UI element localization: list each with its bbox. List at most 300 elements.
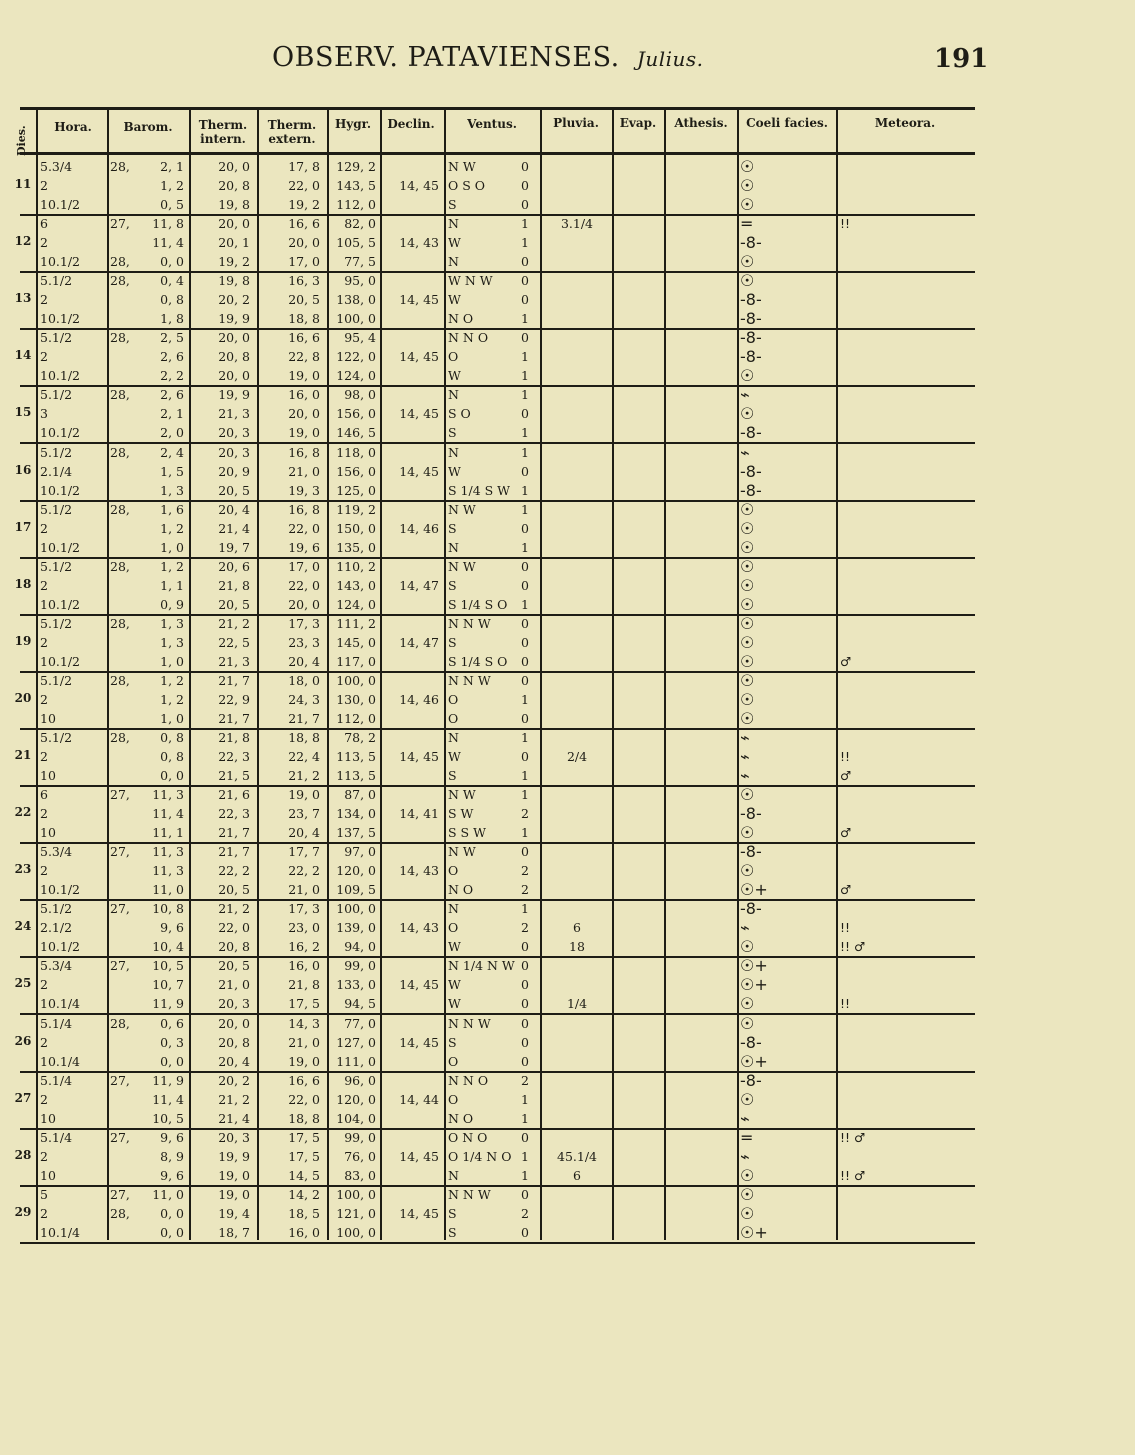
hora-cell-value: 5.1/2 — [40, 273, 73, 288]
meteora-cell-value — [840, 1090, 910, 1109]
header-dies: Dies. — [15, 125, 28, 157]
hygr-cell-value: 99, 0 — [344, 1130, 376, 1145]
meteora-cell-value — [840, 671, 910, 690]
pluvia-cell-value — [544, 766, 610, 785]
meteora-cell-value — [840, 423, 910, 442]
therm-intern-cell-value: 21, 8 — [218, 578, 250, 593]
barom-lines-cell-value: 8, 9 — [160, 1149, 184, 1164]
therm-extern-cell — [260, 500, 320, 557]
day-row — [0, 1071, 975, 1128]
pluvia-cell-value — [544, 233, 610, 252]
hygr-cell — [330, 500, 376, 557]
day-row — [0, 443, 975, 500]
meteora-cell-value — [840, 462, 910, 481]
wind-force-cell-value: 1 — [521, 1149, 529, 1164]
coeli-cell — [740, 1071, 780, 1128]
day-row — [0, 385, 975, 442]
ventus-cell-value: N — [448, 254, 459, 269]
coeli-cell-value: ☉ — [740, 1204, 755, 1223]
meteora-cell — [840, 271, 910, 328]
wind-force-cell-value: 1 — [521, 540, 529, 555]
barom-lines-cell-value: 1, 2 — [160, 673, 184, 688]
meteora-cell-value: !! — [840, 216, 851, 231]
barom-lines-cell-value: 11, 4 — [152, 806, 184, 821]
barom-lines-cell — [138, 328, 184, 385]
hygr-cell-value: 111, 2 — [336, 616, 376, 631]
therm-intern-cell-value: 21, 3 — [218, 406, 250, 421]
barom-lines-cell-value: 11, 3 — [152, 787, 184, 802]
hora-cell-value: 10.1/2 — [40, 882, 80, 897]
therm-extern-cell — [260, 785, 320, 842]
wind-force-cell-value: 1 — [521, 311, 529, 326]
hora-cell-value: 5.1/4 — [40, 1073, 73, 1088]
header-therm-intern — [190, 118, 256, 146]
hora-cell-value: 10.1/2 — [40, 483, 80, 498]
wind-force-cell-value: 2 — [521, 806, 529, 821]
wind-force-cell-value: 0 — [521, 159, 529, 174]
meteora-cell-value — [840, 309, 910, 328]
pluvia-cell-value: 1/4 — [566, 996, 588, 1011]
therm-extern-cell — [260, 842, 320, 899]
barom-lines-cell — [138, 500, 184, 557]
pluvia-cell-value: 6 — [573, 920, 581, 935]
therm-intern-cell-value: 19, 0 — [218, 1187, 250, 1202]
therm-extern-cell-value: 17, 7 — [288, 844, 320, 859]
meteora-cell-value — [840, 328, 910, 347]
meteora-cell-value: !! — [840, 749, 851, 764]
pluvia-cell-value — [544, 576, 610, 595]
hygr-cell-value: 109, 5 — [336, 882, 376, 897]
therm-intern-cell-value: 21, 2 — [218, 1092, 250, 1107]
pluvia-cell-value — [544, 347, 610, 366]
meteora-cell-value: !! — [840, 996, 851, 1011]
barom-lines-cell-value: 0, 6 — [160, 1016, 184, 1031]
therm-extern-cell-value: 16, 0 — [288, 1225, 320, 1240]
coeli-cell-value: ☉+ — [740, 956, 768, 975]
pluvia-cell — [544, 443, 610, 500]
coeli-cell-value: ⌁ — [740, 1147, 750, 1166]
hygr-cell-value: 105, 5 — [336, 235, 376, 250]
pluvia-cell-value — [544, 1109, 610, 1128]
coeli-cell-value: ☉ — [740, 937, 755, 956]
ventus-cell-value: N — [448, 445, 459, 460]
barom-lines-cell — [138, 271, 184, 328]
hora-cell — [40, 1014, 106, 1071]
day-row — [0, 271, 975, 328]
hygr-cell-value: 77, 0 — [344, 1016, 376, 1031]
wind-force-cell-value: 0 — [521, 711, 529, 726]
pluvia-cell — [544, 956, 610, 1013]
page-number: 191 — [934, 44, 989, 74]
coeli-cell — [740, 728, 780, 785]
barom-lines-cell-value: 2, 2 — [160, 368, 184, 383]
ventus-cell — [448, 785, 526, 842]
coeli-cell — [740, 1014, 780, 1071]
header-rule — [20, 152, 975, 155]
ventus-cell-value: O — [448, 1092, 459, 1107]
hora-cell — [40, 1128, 106, 1185]
title-text: OBSERV. PATAVIENSES. — [272, 42, 620, 73]
pluvia-cell — [544, 328, 610, 385]
pluvia-cell — [544, 671, 610, 728]
day-row — [0, 500, 975, 557]
wind-force-cell-value: 1 — [521, 597, 529, 612]
therm-intern-cell — [192, 671, 250, 728]
barom-lines-cell-value: 2, 6 — [160, 349, 184, 364]
ventus-cell — [448, 1014, 526, 1071]
ventus-cell-value: N O — [448, 882, 474, 897]
barom-lines-cell-value: 11, 4 — [152, 1092, 184, 1107]
hygr-cell-value: 119, 2 — [336, 502, 376, 517]
therm-extern-cell-value: 16, 3 — [288, 273, 320, 288]
wind-force-cell-value: 0 — [521, 635, 529, 650]
hygr-cell-value: 83, 0 — [344, 1168, 376, 1183]
therm-extern-cell-value: 17, 8 — [288, 159, 320, 174]
day-row — [0, 671, 975, 728]
pluvia-cell-value — [544, 880, 610, 899]
hygr-cell-value: 124, 0 — [336, 368, 376, 383]
barom-inches-cell-value: 28, — [110, 387, 130, 402]
wind-force-cell-value: 1 — [521, 768, 529, 783]
meteora-cell-value — [840, 728, 910, 747]
coeli-cell-value: ☉ — [740, 1090, 755, 1109]
header-meteora: Meteora. — [874, 116, 936, 130]
hora-cell-value: 5.1/2 — [40, 616, 73, 631]
hygr-cell-value: 137, 5 — [336, 825, 376, 840]
meteora-cell-value — [840, 443, 910, 462]
hygr-cell — [330, 328, 376, 385]
pluvia-cell-value — [544, 1014, 610, 1033]
coeli-cell-value: ☉ — [740, 271, 755, 290]
wind-force-cell-value: 0 — [521, 178, 529, 193]
therm-extern-cell-value: 23, 0 — [288, 920, 320, 935]
therm-intern-cell-value: 21, 0 — [218, 977, 250, 992]
coeli-cell-value: ☉ — [740, 500, 755, 519]
ventus-cell — [448, 1185, 526, 1242]
wind-force-cell-value: 1 — [521, 425, 529, 440]
pluvia-cell-value — [544, 500, 610, 519]
meteora-cell-value: ♂ — [840, 882, 852, 897]
therm-intern-cell — [192, 557, 250, 614]
hora-cell-value: 10.1/2 — [40, 254, 80, 269]
coeli-cell-value: ☉+ — [740, 1052, 768, 1071]
therm-intern-cell-value: 20, 4 — [218, 502, 250, 517]
barom-lines-cell — [138, 728, 184, 785]
therm-intern-cell-value: 20, 8 — [218, 939, 250, 954]
therm-intern-cell-value: 21, 4 — [218, 1111, 250, 1126]
hora-cell-value: 2 — [40, 235, 48, 250]
therm-intern-cell-value: 19, 0 — [218, 1168, 250, 1183]
hygr-cell-value: 150, 0 — [336, 521, 376, 536]
pluvia-cell-value — [544, 328, 610, 347]
day-row — [0, 956, 975, 1013]
pluvia-cell — [544, 785, 610, 842]
ventus-cell — [448, 1071, 526, 1128]
day-number: 11 — [14, 177, 32, 191]
coeli-cell-value: -8- — [740, 328, 762, 347]
ventus-cell-value: N N O — [448, 330, 489, 345]
day-number: 13 — [14, 291, 32, 305]
meteora-cell — [840, 214, 910, 271]
therm-extern-cell-value: 17, 5 — [288, 996, 320, 1011]
pluvia-cell — [544, 728, 610, 785]
therm-extern-cell-value: 18, 8 — [288, 1111, 320, 1126]
therm-intern-cell-value: 20, 0 — [218, 330, 250, 345]
therm-intern-cell — [192, 214, 250, 271]
barom-lines-cell-value: 10, 4 — [152, 939, 184, 954]
barom-inches-cell-value: 28, — [110, 445, 130, 460]
therm-intern-cell-value: 19, 9 — [218, 311, 250, 326]
meteora-cell-value — [840, 233, 910, 252]
therm-intern-cell — [192, 1071, 250, 1128]
wind-force-cell-value: 0 — [521, 1016, 529, 1031]
pluvia-cell — [544, 1185, 610, 1242]
ventus-cell-value: S S W — [448, 825, 486, 840]
pluvia-cell-value — [544, 633, 610, 652]
barom-lines-cell-value: 11, 0 — [152, 882, 184, 897]
barom-lines-cell-value: 0, 8 — [160, 730, 184, 745]
pluvia-cell-value — [544, 252, 610, 271]
hora-cell-value: 2 — [40, 1035, 48, 1050]
barom-lines-cell-value: 1, 3 — [160, 616, 184, 631]
wind-force-cell-value: 0 — [521, 996, 529, 1011]
header-therm-intern-line1: Therm. — [198, 118, 248, 132]
pluvia-cell-value — [544, 785, 610, 804]
therm-extern-cell — [260, 328, 320, 385]
hora-cell-value: 10.1/2 — [40, 368, 80, 383]
pluvia-cell-value: 3.1/4 — [560, 216, 594, 231]
wind-force-cell-value: 0 — [521, 673, 529, 688]
day-row — [0, 328, 975, 385]
hygr-cell-value: 143, 0 — [336, 578, 376, 593]
wind-force-cell-value: 1 — [521, 349, 529, 364]
meteora-cell-value — [840, 595, 910, 614]
day-number: 20 — [14, 691, 32, 705]
therm-extern-cell-value: 17, 5 — [288, 1130, 320, 1145]
therm-extern-cell-value: 21, 7 — [288, 711, 320, 726]
coeli-cell-value: ⌁ — [740, 728, 750, 747]
hora-cell-value: 2.1/2 — [40, 920, 73, 935]
meteora-cell-value — [840, 500, 910, 519]
barom-lines-cell-value: 0, 5 — [160, 197, 184, 212]
hygr-cell — [330, 157, 376, 214]
ventus-cell — [448, 443, 526, 500]
hygr-cell-value: 138, 0 — [336, 292, 376, 307]
hygr-cell-value: 94, 0 — [344, 939, 376, 954]
barom-lines-cell-value: 9, 6 — [160, 920, 184, 935]
barom-lines-cell-value: 0, 8 — [160, 292, 184, 307]
header-therm-extern — [258, 118, 326, 146]
barom-lines-cell-value: 2, 5 — [160, 330, 184, 345]
hora-cell — [40, 671, 106, 728]
hygr-cell-value: 100, 0 — [336, 673, 376, 688]
barom-lines-cell-value: 10, 7 — [152, 977, 184, 992]
hygr-cell — [330, 728, 376, 785]
meteora-cell-value — [840, 1033, 910, 1052]
wind-force-cell-value: 0 — [521, 559, 529, 574]
barom-lines-cell-value: 11, 1 — [152, 825, 184, 840]
coeli-cell-value: ☉ — [740, 404, 755, 423]
therm-extern-cell-value: 19, 0 — [288, 368, 320, 383]
barom-lines-cell-value: 11, 9 — [152, 1073, 184, 1088]
meteora-cell — [840, 728, 910, 785]
barom-lines-cell-value: 2, 0 — [160, 425, 184, 440]
therm-intern-cell — [192, 157, 250, 214]
therm-intern-cell-value: 22, 3 — [218, 806, 250, 821]
hygr-cell-value: 111, 0 — [336, 1054, 376, 1069]
coeli-cell-value: ☉ — [740, 176, 755, 195]
ventus-cell-value: W — [448, 996, 461, 1011]
therm-intern-cell-value: 20, 5 — [218, 597, 250, 612]
therm-extern-cell-value: 14, 3 — [288, 1016, 320, 1031]
coeli-cell-value: ☉ — [740, 538, 755, 557]
day-number: 19 — [14, 634, 32, 648]
coeli-cell — [740, 842, 780, 899]
therm-extern-cell-value: 19, 0 — [288, 1054, 320, 1069]
therm-extern-cell-value: 16, 8 — [288, 445, 320, 460]
day-number: 15 — [14, 405, 32, 419]
therm-intern-cell-value: 20, 3 — [218, 445, 250, 460]
hora-cell — [40, 899, 106, 956]
ventus-cell-value: W N W — [448, 273, 493, 288]
meteora-cell — [840, 1185, 910, 1242]
wind-force-cell-value: 0 — [521, 939, 529, 954]
hygr-cell-value: 77, 5 — [344, 254, 376, 269]
therm-extern-cell — [260, 1185, 320, 1242]
hora-cell — [40, 956, 106, 1013]
therm-intern-cell-value: 21, 8 — [218, 730, 250, 745]
hygr-cell — [330, 614, 376, 671]
barom-lines-cell-value: 1, 0 — [160, 654, 184, 669]
pluvia-cell — [544, 614, 610, 671]
pluvia-cell-value — [544, 1128, 610, 1147]
meteora-cell — [840, 385, 910, 442]
hora-cell-value: 6 — [40, 787, 48, 802]
wind-force-cell-value: 1 — [521, 1168, 529, 1183]
meteora-cell-value — [840, 519, 910, 538]
therm-extern-cell-value: 22, 0 — [288, 578, 320, 593]
meteora-cell — [840, 1014, 910, 1071]
hora-cell-value: 5.1/2 — [40, 901, 73, 916]
wind-force-cell-value: 0 — [521, 1225, 529, 1240]
hygr-cell-value: 95, 4 — [344, 330, 376, 345]
hora-cell-value: 5.1/2 — [40, 445, 73, 460]
therm-extern-cell — [260, 1071, 320, 1128]
meteora-cell — [840, 443, 910, 500]
coeli-cell — [740, 214, 780, 271]
barom-lines-cell — [138, 385, 184, 442]
barom-inches-cell-value: 28, — [110, 330, 130, 345]
coeli-cell-value: ☉ — [740, 1166, 755, 1185]
hygr-cell-value: 100, 0 — [336, 1187, 376, 1202]
therm-intern-cell-value: 21, 4 — [218, 521, 250, 536]
therm-extern-cell-value: 19, 2 — [288, 197, 320, 212]
meteora-cell — [840, 785, 910, 842]
meteora-cell-value — [840, 290, 910, 309]
hygr-cell-value: 156, 0 — [336, 406, 376, 421]
therm-intern-cell — [192, 956, 250, 1013]
pluvia-cell-value: 6 — [573, 1168, 581, 1183]
pluvia-cell-value — [544, 671, 610, 690]
pluvia-cell-value — [544, 804, 610, 823]
wind-force-cell — [516, 385, 534, 442]
declin-cell: 14, 45 — [399, 1149, 439, 1164]
hora-cell — [40, 443, 106, 500]
wind-force-cell-value: 1 — [521, 368, 529, 383]
coeli-cell-value: -8- — [740, 290, 762, 309]
hygr-cell — [330, 899, 376, 956]
wind-force-cell-value: 0 — [521, 521, 529, 536]
hygr-cell-value: 94, 5 — [344, 996, 376, 1011]
hora-cell-value: 2.1/4 — [40, 464, 73, 479]
hygr-cell — [330, 671, 376, 728]
wind-force-cell-value: 1 — [521, 901, 529, 916]
wind-force-cell-value: 1 — [521, 1092, 529, 1107]
coeli-cell-value: ☉ — [740, 785, 755, 804]
hygr-cell — [330, 385, 376, 442]
day-number: 26 — [14, 1034, 32, 1048]
pluvia-cell-value — [544, 899, 610, 918]
day-separator — [20, 1242, 975, 1244]
day-row — [0, 899, 975, 956]
therm-extern-cell — [260, 899, 320, 956]
therm-intern-cell-value: 19, 8 — [218, 197, 250, 212]
hora-cell-value: 10.1/2 — [40, 197, 80, 212]
barom-inches-cell-value: 28, — [110, 502, 130, 517]
meteora-cell-value: !! — [840, 920, 851, 935]
wind-force-cell-value: 1 — [521, 730, 529, 745]
ventus-cell-value: O N O — [448, 1130, 488, 1145]
coeli-cell-value: ☉ — [740, 252, 755, 271]
ventus-cell-value: O — [448, 711, 459, 726]
hygr-cell-value: 122, 0 — [336, 349, 376, 364]
meteora-cell-value — [840, 614, 910, 633]
meteora-cell-value — [840, 481, 910, 500]
ventus-cell — [448, 956, 526, 1013]
ventus-cell-value: W — [448, 749, 461, 764]
header-athesis: Athesis. — [674, 116, 728, 130]
top-rule — [20, 107, 975, 110]
ventus-cell-value: W — [448, 464, 461, 479]
meteora-cell-value — [840, 176, 910, 195]
barom-lines-cell — [138, 1128, 184, 1185]
ventus-cell-value: W — [448, 939, 461, 954]
pluvia-cell-value — [544, 404, 610, 423]
therm-intern-cell-value: 20, 8 — [218, 178, 250, 193]
therm-intern-cell-value: 19, 4 — [218, 1206, 250, 1221]
header-coeli: Coeli facies. — [746, 116, 828, 130]
barom-inches-cell-value: 27, — [110, 901, 130, 916]
therm-extern-cell-value: 17, 0 — [288, 559, 320, 574]
pluvia-cell-value — [544, 595, 610, 614]
therm-extern-cell-value: 20, 4 — [288, 825, 320, 840]
declin-cell: 14, 46 — [399, 521, 439, 536]
meteora-cell-value: ♂ — [840, 654, 852, 669]
barom-lines-cell — [138, 842, 184, 899]
meteora-cell — [840, 1071, 910, 1128]
therm-intern-cell-value: 21, 7 — [218, 673, 250, 688]
coeli-cell-value: ☉ — [740, 157, 755, 176]
pluvia-cell-value — [544, 728, 610, 747]
ventus-cell — [448, 214, 526, 271]
ventus-cell — [448, 842, 526, 899]
therm-extern-cell — [260, 385, 320, 442]
day-row — [0, 1014, 975, 1071]
hora-cell-value: 2 — [40, 1206, 48, 1221]
barom-lines-cell-value: 1, 8 — [160, 311, 184, 326]
meteora-cell-value — [840, 899, 910, 918]
day-row — [0, 728, 975, 785]
